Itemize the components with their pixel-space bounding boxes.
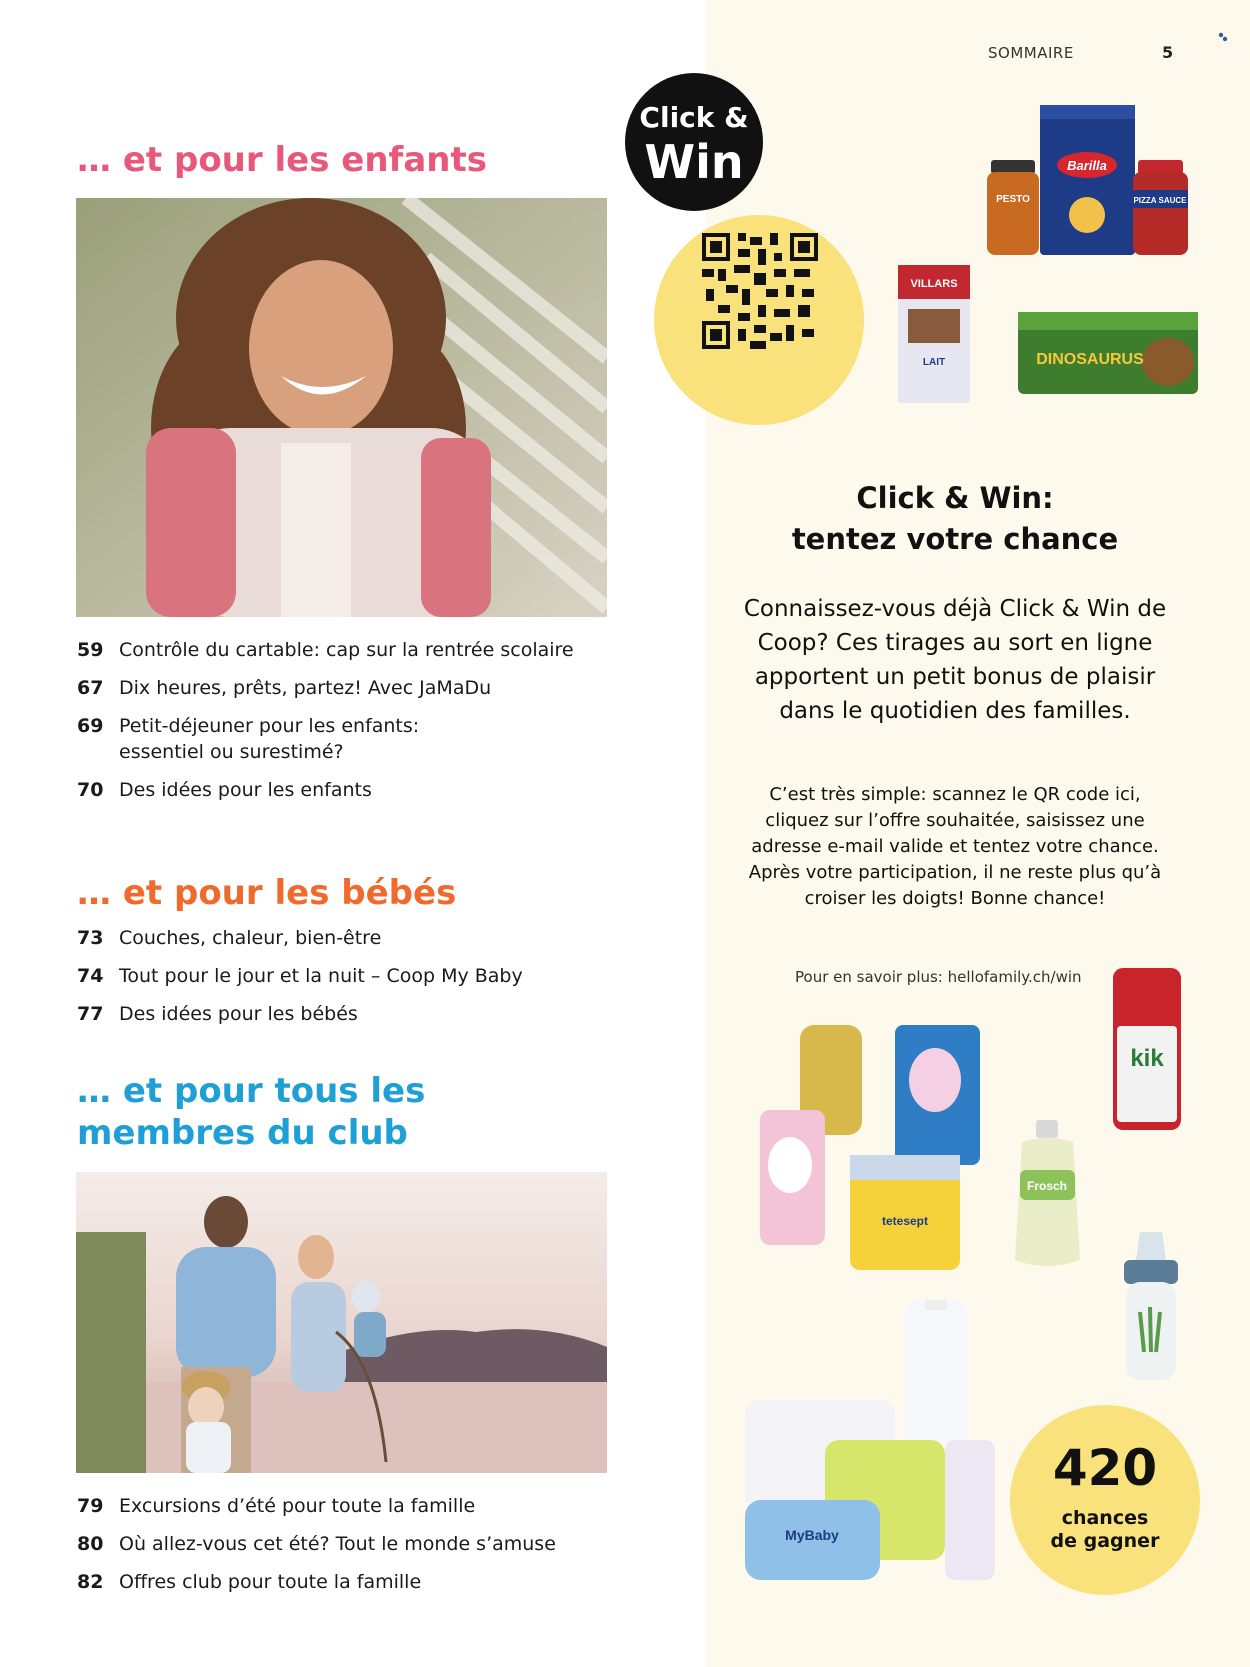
kids-section-title: … et pour les enfants: [77, 140, 487, 180]
page-number: 5: [1162, 43, 1174, 62]
toc-entry-title: Contrôle du cartable: cap sur la rentrée scolaire: [119, 639, 574, 661]
mybaby-label: MyBaby: [785, 1527, 839, 1543]
promo-body: C’est très simple: scannez le QR code ici, cliquez sur l’offre souhaitée, saisissez une adresse e-mail valide et tentez votre chance. Après votre participation, il ne reste plus qu’à croiser les doigts! Bonne chance!: [748, 784, 1162, 909]
dinosaurus-biscuits-box: [1018, 312, 1198, 394]
toc-entry-title: Couches, chaleur, bien-être: [119, 927, 382, 949]
frosch-detergent-bottle: [1010, 1120, 1085, 1270]
toc-page-number: 80: [77, 1533, 104, 1555]
toc-entry[interactable]: [77, 637, 637, 663]
tetesept-bath-products: [760, 1025, 985, 1275]
club-title-line1: … et pour tous les: [77, 1071, 426, 1111]
click-win-badge: [625, 73, 763, 211]
toc-page-number: 79: [77, 1495, 104, 1517]
dinosaurus-label: DINOSAURUS: [1036, 351, 1144, 368]
toc-entry[interactable]: [77, 1569, 637, 1595]
toc-entry[interactable]: [77, 777, 637, 803]
kids-photo: [76, 198, 607, 617]
kids-toc-list: [77, 637, 637, 803]
toc-entry[interactable]: [77, 1531, 637, 1557]
toc-entry[interactable]: [77, 925, 637, 951]
club-section-title: [77, 1070, 425, 1154]
qr-code-icon[interactable]: [702, 233, 818, 349]
pesto-label: PESTO: [996, 194, 1030, 205]
club-toc-list: [77, 1493, 637, 1595]
barilla-label: Barilla: [1067, 158, 1107, 173]
toc-page-number: 59: [77, 639, 104, 661]
babies-section-title: … et pour les bébés: [77, 873, 457, 913]
badge-line1: Click &: [639, 101, 749, 134]
tetesept-label: tetesept: [881, 1214, 929, 1228]
toc-page-number: 73: [77, 927, 104, 949]
toc-entry-title: Petit-déjeuner pour les enfants: essentiel ou surestimé?: [119, 715, 420, 763]
babies-toc-list: [77, 925, 637, 1027]
toc-entry-title: Des idées pour les bébés: [119, 1003, 358, 1025]
toc-page-number: 74: [77, 965, 104, 987]
toc-page-number: 69: [77, 715, 104, 737]
toc-page-number: 70: [77, 779, 104, 801]
pizza-sauce-jar: [1133, 160, 1188, 255]
chances-text: [1010, 1507, 1200, 1553]
toc-entry[interactable]: [77, 675, 637, 701]
toc-entry[interactable]: [77, 713, 477, 765]
pizza-sauce-label: PIZZA SAUCE: [1133, 196, 1187, 205]
club-title-line2: membres du club: [77, 1113, 408, 1153]
villars-label: VILLARS: [910, 278, 958, 290]
mybaby-wipes-and-care: [745, 1300, 1015, 1580]
pesto-jar: [987, 160, 1039, 255]
kik-label: kik: [1130, 1045, 1164, 1072]
toc-entry[interactable]: [77, 1001, 637, 1027]
toc-entry-title: Offres club pour toute la famille: [119, 1571, 422, 1593]
chances-line2: de gagner: [1050, 1530, 1160, 1552]
corner-mark-icon: [1218, 32, 1228, 42]
toc-entry[interactable]: [77, 963, 637, 989]
family-photo: [76, 1172, 607, 1473]
toc-page-number: 67: [77, 677, 104, 699]
barilla-pasta-box: [1040, 105, 1135, 255]
toc-page-number: 77: [77, 1003, 104, 1025]
villars-chocolate-bar: [898, 265, 970, 403]
promo-title: [740, 478, 1170, 560]
toc-entry[interactable]: [77, 1493, 637, 1519]
toc-entry-title: Où allez-vous cet été? Tout le monde s’amuse: [119, 1533, 556, 1555]
baby-bottle: [1120, 1232, 1182, 1382]
toc-entry-title: Dix heures, prêts, partez! Avec JaMaDu: [119, 677, 492, 699]
toc-entry-title: Tout pour le jour et la nuit – Coop My Baby: [119, 965, 523, 987]
promo-title-line2: tentez votre chance: [791, 522, 1119, 556]
kik-spray-can: [1113, 968, 1181, 1130]
promo-title-line1: Click & Win:: [856, 481, 1054, 515]
lait-label: LAIT: [922, 357, 946, 368]
chances-number: 420: [1052, 1439, 1158, 1497]
badge-line2: Win: [644, 135, 744, 189]
frosch-label: Frosch: [1026, 1179, 1068, 1193]
chances-line1: chances: [1061, 1507, 1149, 1529]
toc-page-number: 82: [77, 1571, 104, 1593]
section-label: SOMMAIRE: [988, 44, 1074, 62]
toc-entry-title: Des idées pour les enfants: [119, 779, 372, 801]
promo-lead: Connaissez-vous déjà Click & Win de Coop? Ces tirages au sort en ligne apportent un petit bonus de plaisir dans le quotidien des familles.: [743, 596, 1167, 724]
chances-badge: [1010, 1405, 1200, 1595]
toc-entry-title: Excursions d’été pour toute la famille: [119, 1495, 476, 1517]
more-info-link[interactable]: Pour en savoir plus: hellofamily.ch/win: [795, 968, 1082, 986]
